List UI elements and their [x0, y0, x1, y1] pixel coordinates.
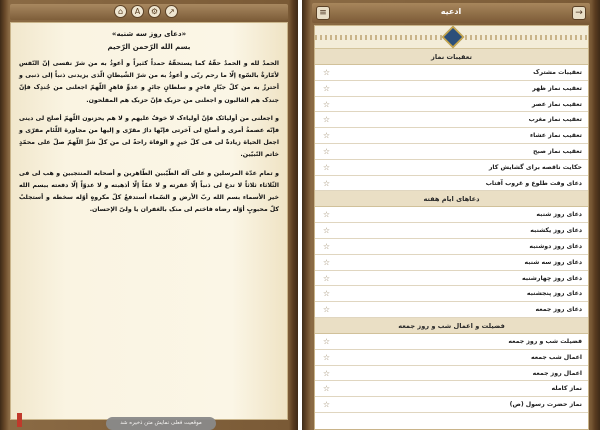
list-item-label: دعای وقت طلوع و غروب آفتاب	[485, 179, 582, 187]
favorite-star-icon[interactable]: ☆	[322, 368, 330, 378]
list-item[interactable]	[315, 176, 588, 192]
list-item[interactable]	[315, 239, 588, 255]
favorite-star-icon[interactable]: ☆	[322, 257, 330, 267]
section-header: تعقیبات نماز	[315, 49, 588, 65]
doc-title: «دعای روز سه شنبه»	[111, 30, 187, 38]
bookmark-ribbon[interactable]	[17, 413, 22, 427]
list-item-label: دعای روز شنبه	[536, 211, 582, 219]
favorite-star-icon[interactable]: ☆	[322, 68, 330, 77]
list-item-label: تعقیب نماز مغرب	[528, 116, 582, 124]
favorite-star-icon[interactable]: ☆	[322, 146, 330, 156]
favorite-star-icon[interactable]: ☆	[322, 352, 330, 362]
ornament-emblem-icon	[442, 26, 465, 49]
font-icon[interactable]: A	[131, 5, 144, 18]
list-item[interactable]	[315, 144, 588, 160]
favorite-star-icon[interactable]: ☆	[322, 400, 330, 410]
list-item-label: دعای روز چهارشنبه	[522, 274, 582, 282]
list-item[interactable]	[315, 223, 588, 239]
favorite-star-icon[interactable]: ☆	[322, 99, 330, 109]
list-item-label: حکایت ناقصه برای گشایش کار	[488, 163, 582, 171]
list-item[interactable]	[315, 255, 588, 271]
menu-icon[interactable]: ≡	[316, 6, 330, 20]
list-pane	[302, 0, 600, 430]
list-item[interactable]	[315, 160, 588, 176]
list-item-label: تعقیب نماز عشاء	[529, 132, 582, 140]
toolbar-icons	[114, 5, 178, 18]
list-item[interactable]	[315, 286, 588, 302]
list-item[interactable]	[315, 97, 588, 113]
reader-paper[interactable]	[10, 22, 288, 426]
doc-basmala: بسم الله الرّحمن الرّحیم	[107, 43, 191, 51]
list-item-label: نماز حضرت رسول (ص)	[509, 401, 582, 409]
list-item[interactable]	[315, 81, 588, 97]
list-item[interactable]	[315, 366, 588, 382]
ornament-banner	[315, 26, 588, 49]
home-icon[interactable]: ⌂	[114, 5, 127, 18]
doc-paragraph: و اجعلنی من أولیائک فإنّ أولیاءک لا خوفٌ علیهم و لا هم یحزنون اللّهمّ أصلح لی دینی فإنّه عصمةُ أمری و أصلح لی آخرتی فإنّها دارُ مقرّی و إلیها من مجاورة اللّئام مفرّی و اجعل الحیاة زیادةً لی فی کلّ خیرٍ و الوفاة راحةً لی من کلّ شرٍّ اللّهمّ صلّ علی محمّدٍ خاتم النّبیّین.	[19, 114, 279, 159]
favorite-star-icon[interactable]: ☆	[322, 305, 330, 315]
list-item-label: دعای روز یکشنبه	[530, 227, 582, 235]
list-item[interactable]	[315, 271, 588, 287]
favorite-star-icon[interactable]: ☆	[322, 210, 330, 220]
reader-toolbar	[10, 4, 288, 20]
list-item-label: تعقیب نماز صبح	[533, 147, 582, 155]
doc-body	[19, 58, 279, 216]
favorite-star-icon[interactable]: ☆	[322, 336, 330, 346]
section-header: دعاهای ایام هفته	[315, 191, 588, 207]
section-header: فضیلت و اعمال شب و روز جمعه	[315, 318, 588, 334]
reader-pane	[0, 0, 298, 430]
list-item[interactable]	[315, 302, 588, 318]
favorite-star-icon[interactable]: ☆	[322, 115, 330, 125]
list-header	[312, 3, 590, 23]
position-saved-toast: موقعیت فعلی نمایش متن ذخیره شد	[106, 417, 216, 430]
favorite-star-icon[interactable]: ☆	[322, 273, 330, 283]
list-title: ادعیه	[440, 7, 462, 16]
settings-icon[interactable]: ⚙	[148, 5, 161, 18]
list-paper[interactable]	[314, 25, 589, 430]
doc-paragraph: الحمدُ لله و الحمدُ حقّهُ کما یستحقّهُ حمداً کثیراً و أعوذُ به من شرّ نفسی إنّ النّفس لأمّارةٌ بالسّوءِ إلّا ما رحم ربّی و أعوذُ به من شرّ الشّیطانِ الّذی یزیدنی ذنباً إلی ذنبی و أحترزُ به من کلّ جبّارٍ فاجرٍ و سلطانٍ جائرٍ و عدوٍّ قاهرٍ اللّهمّ اجعلنی من جُندِک فإنّ جندک هم الغالبون و اجعلنی من حزبک فإنّ حزبک هم المفلحون.	[19, 60, 279, 104]
list-item-label: دعای روز پنجشنبه	[526, 290, 582, 298]
list-item-label: تعقیبات مشترک	[533, 69, 582, 76]
list-item[interactable]	[315, 207, 588, 223]
share-icon[interactable]: ↗	[165, 5, 178, 18]
list-item-label: دعای روز دوشنبه	[529, 242, 582, 250]
list-item[interactable]	[315, 112, 588, 128]
list-item[interactable]	[315, 381, 588, 397]
favorite-star-icon[interactable]: ☆	[322, 178, 330, 188]
favorite-star-icon[interactable]: ☆	[322, 226, 330, 236]
favorite-star-icon[interactable]: ☆	[322, 162, 330, 172]
doc-paragraph: و تمام عدّة المرسلین و علی آله الطّیّبین الطّاهرین و أصحابه المنتجبین و هب لی فی الثّلاثاء ثلاثاً لا تدع لی ذنباً إلّا غفرته و لا غمّاً إلّا أذهبته و لا عدوّاً إلّا دفعته ببسم الله خیر الأسماء بسم الله ربّ الأرض و السّماء أستدفعُ کلّ مکروهٍ أوّله سخطه و أستجلبُ کلّ محبوبٍ أوّله رضاه فاختم لی منک بالغفران یا ولیّ الإحسان.	[19, 169, 279, 214]
list-item-label: دعای روز سه شنبه	[524, 258, 582, 266]
list-item-label: نماز کامله	[551, 385, 582, 393]
list-item[interactable]	[315, 128, 588, 144]
back-icon[interactable]: →	[572, 6, 586, 20]
favorite-star-icon[interactable]: ☆	[322, 131, 330, 141]
list-item-label: تعقیب نماز عصر	[531, 100, 582, 108]
list-item-label: اعمال شب جمعه	[531, 353, 582, 361]
prayer-list	[315, 49, 588, 413]
list-item[interactable]	[315, 397, 588, 413]
list-item[interactable]	[315, 334, 588, 350]
list-item[interactable]	[315, 350, 588, 366]
list-item-label: تعقیب نماز ظهر	[532, 84, 582, 92]
list-item[interactable]	[315, 65, 588, 81]
favorite-star-icon[interactable]: ☆	[322, 289, 330, 299]
favorite-star-icon[interactable]: ☆	[322, 384, 330, 394]
list-item-label: اعمال روز جمعه	[532, 369, 582, 377]
favorite-star-icon[interactable]: ☆	[322, 241, 330, 251]
favorite-star-icon[interactable]: ☆	[322, 83, 330, 93]
list-item-label: دعای روز جمعه	[535, 306, 582, 314]
list-item-label: فضیلت شب و روز جمعه	[508, 337, 582, 345]
